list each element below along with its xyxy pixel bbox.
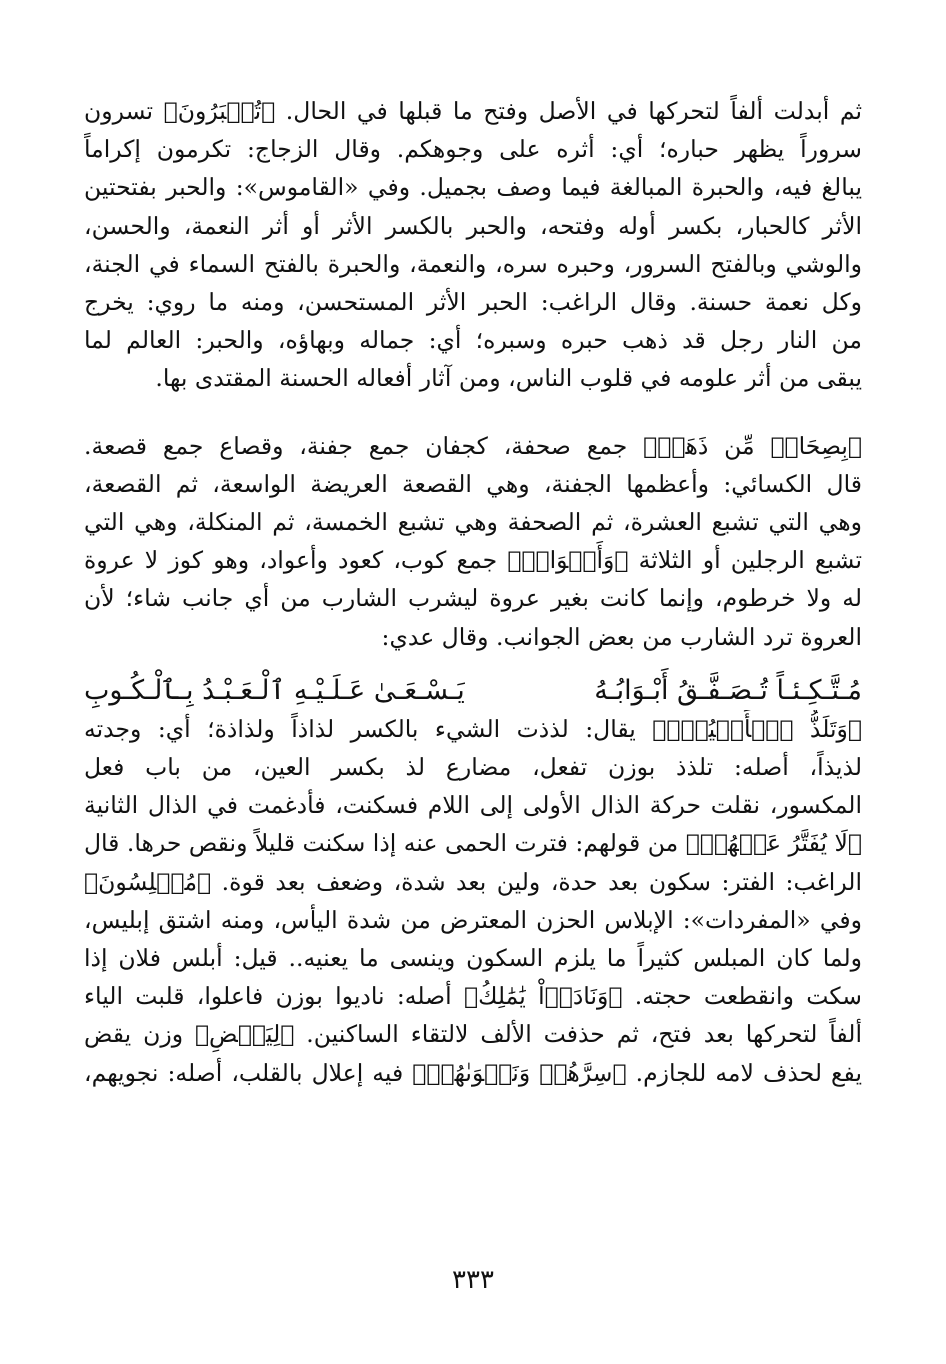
text-line: المكسور، نقلت حركة الذال الأولى إلى اللام فسكنت، فأدغمت في الذال الثانية bbox=[84, 791, 862, 820]
text-line: يبقى من أثر علومه في قلوب الناس، ومن آثار أفعاله الحسنة المقتدى بها. bbox=[155, 364, 862, 393]
poem-verse bbox=[84, 668, 862, 714]
text-line: ﴿بِصِحَافٖ مِّن ذَهَبٖ﴾ جمع صحفة، كجفان جمع جفنة، وقصاع جمع قصعة. bbox=[84, 431, 862, 460]
page-body bbox=[84, 92, 862, 1092]
text-line: سروراً يظهر حباره؛ أي: أثره على وجوهكم. وقال الزجاج: تكرمون إكراماً bbox=[84, 135, 862, 164]
page-number: ٣٣٣ bbox=[452, 1265, 494, 1295]
text-line: وكل نعمة حسنة. وقال الراغب: الحبر الأثر المستحسن، ومنه ما روي: يخرج bbox=[84, 288, 862, 317]
text-line: ثم أبدلت ألفاً لتحركها في الأصل وفتح ما قبلها في الحال. ﴿تُحۡبَرُونَ﴾ تسرون bbox=[84, 97, 862, 125]
text-line: سكت وانقطعت حجته. ﴿وَنَادَوۡاْ يَٰمَٰلِكُ﴾ أصله: ناديوا بوزن فاعلوا، قلبت الياء bbox=[84, 982, 862, 1011]
paragraph-bisihaf bbox=[84, 427, 862, 656]
text-line: والوشي وبالفتح السرور، وحبره سره، والنعمة، والحبرة بالفتح السماء في الجنة، bbox=[84, 249, 862, 278]
text-line: يفع لحذف لامه للجازم. ﴿سِرَّهُمۡ وَنَجۡوَىٰهُمۚ﴾ فيه إعلال بالقلب، أصله: نجويهم، bbox=[84, 1058, 862, 1087]
text-line: قال الكسائي: وأعظمها الجفنة، وهي القصعة العريضة الواسعة، ثم القصعة، bbox=[84, 469, 862, 498]
text-line: من النار رجل قد ذهب حبره وسبره؛ أي: جماله وبهاؤه، والحبر: العالم لما bbox=[84, 326, 862, 355]
text-line: يبالغ فيه، والحبرة المبالغة فيما وصف بجميل. وفي «القاموس»: والحبر بفتحتين bbox=[84, 173, 862, 202]
paragraph-talaththu bbox=[84, 710, 862, 1092]
text-line: له ولا خرطوم، وإنما كانت بغير عروة ليشرب الشارب من أي جانب شاء؛ لأن bbox=[84, 584, 862, 613]
text-line: وفي «المفردات»: الإبلاس الحزن المعترض من شدة اليأس، ومنه اشتق إبليس، bbox=[84, 905, 862, 934]
text-line: ﴿وَتَلَذُّ ٱلۡأَعۡيُنُۖ﴾ يقال: لذذت الشيء بالكسر لذاذاً ولذاذة؛ أي: وجدته bbox=[84, 714, 862, 743]
text-line: الراغب: الفتر: سكون بعد حدة، ولين بعد شدة، وضعف بعد قوة. ﴿مُبۡلِسُونَ﴾ bbox=[84, 867, 862, 896]
poem-hemistich-2: يَـسْـعَـىٰ عَـلَـيْـهِ ٱلْـعَـبْـدُ بِـٱلْـكُـوبِ bbox=[84, 674, 465, 706]
text-line: الأثر كالحبار، بكسر أوله وفتحه، والحبر بالكسر الأثر أو أثر النعمة، والحسن، bbox=[84, 211, 862, 240]
text-line: تشبع الرجلين أو الثلاثة ﴿وَأَكۡوَابٖ﴾ جمع كوب، كعود وأعواد، وهو كوز لا عروة bbox=[84, 546, 862, 575]
text-line: وهي التي تشبع العشرة، ثم الصحفة وهي تشبع الخمسة، ثم المنكلة، وهي التي bbox=[84, 508, 862, 537]
paragraph-tuhbarun bbox=[84, 92, 862, 398]
poem-hemistich-1: مُـتَّـكِـئـاً تُـصَـفَّـقُ أَبْـوَابُـهُ bbox=[594, 674, 862, 706]
text-line: العروة ترد الشارب من بعض الجوانب. وقال عدي: bbox=[381, 622, 862, 651]
text-line: ولما كان المبلس كثيراً ما يلزم السكون وينسى ما يعنيه.. قيل: أبلس فلان إذا bbox=[84, 944, 862, 973]
text-line: ألفاً لتحركها بعد فتح، ثم حذفت الألف لالتقاء الساكنين. ﴿لِيَقۡضِ﴾ وزن يقض bbox=[84, 1020, 862, 1049]
text-line: لذيذاً، أصله: تلذذ بوزن تفعل، مضارع لذ بكسر العين، من باب فعل bbox=[84, 753, 862, 782]
text-line: ﴿لَا يُفَتَّرُ عَنۡهُمۡ﴾ من قولهم: فترت الحمى عنه إذا سكنت قليلاً ونقص حرها. قال bbox=[84, 829, 862, 858]
